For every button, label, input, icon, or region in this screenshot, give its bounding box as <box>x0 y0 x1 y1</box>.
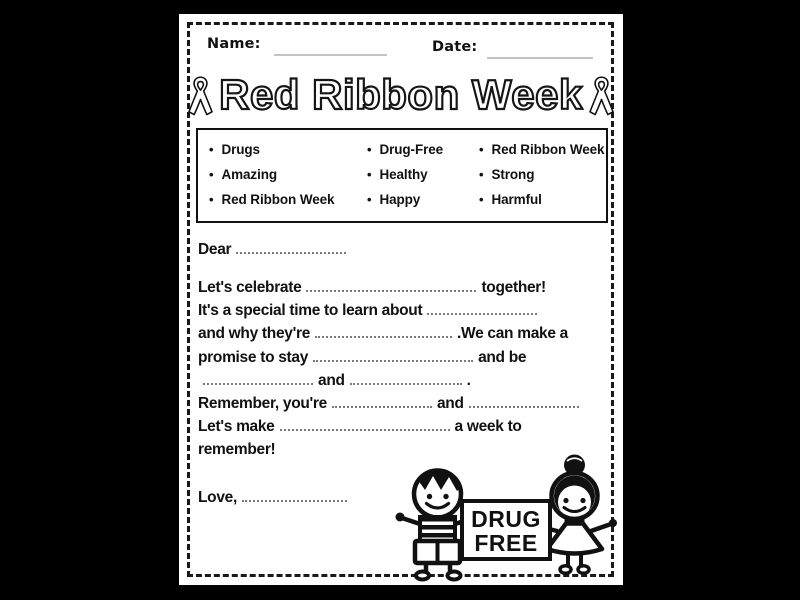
word-bank-column <box>367 143 479 221</box>
letter-text: Let's make <box>198 418 275 436</box>
fill-in-blank <box>236 240 346 254</box>
letter-line <box>198 392 613 415</box>
letter-line <box>198 346 613 369</box>
word-bank-item <box>367 168 479 182</box>
word-bank-item <box>209 143 367 157</box>
fill-in-blank <box>469 394 579 408</box>
bullet-icon: • <box>479 167 484 182</box>
bullet-icon: • <box>479 192 484 207</box>
letter-text: a week to <box>454 418 522 436</box>
bullet-icon: • <box>209 167 214 182</box>
letter-text: Love, <box>198 489 237 506</box>
title-row <box>179 67 623 123</box>
fill-in-blank <box>315 324 452 338</box>
word-bank-column <box>209 143 367 221</box>
name-write-line <box>274 54 387 56</box>
drug-free-sign <box>462 501 550 559</box>
word-bank-item <box>367 143 479 157</box>
letter-dear-line <box>198 238 613 261</box>
word-bank-item <box>209 168 367 182</box>
kids-drug-free-illustration <box>393 451 623 591</box>
fill-in-blank <box>332 394 432 408</box>
page-title: Red Ribbon Week <box>219 71 583 118</box>
fill-in-blank <box>242 488 347 502</box>
bullet-icon: • <box>209 192 214 207</box>
word-bank-word: Strong <box>491 167 535 182</box>
worksheet-page <box>179 14 623 585</box>
word-bank-item <box>209 193 367 207</box>
letter-text: together! <box>481 279 546 296</box>
word-bank-word: Red Ribbon Week <box>491 142 605 157</box>
word-bank-item <box>367 193 479 207</box>
fill-in-blank <box>350 371 462 385</box>
awareness-ribbon-icon <box>187 72 214 119</box>
letter-text: Let's celebrate <box>198 279 302 296</box>
girl-hand-icon <box>609 519 617 527</box>
letter-text: .We can make a <box>457 325 568 343</box>
letter-text: and why they're <box>198 325 311 343</box>
letter-text: . <box>466 371 471 389</box>
fill-in-blank <box>280 417 450 431</box>
word-bank-item <box>479 168 604 182</box>
date-write-line <box>487 57 593 59</box>
letter-text: and <box>436 395 464 413</box>
letter-text: and <box>318 371 345 389</box>
bullet-icon: • <box>367 167 372 182</box>
bullet-icon: • <box>209 142 214 157</box>
word-bank-word: Harmful <box>491 192 542 207</box>
fill-in-blank <box>427 301 537 315</box>
word-bank-word: Red Ribbon Week <box>221 192 335 207</box>
letter-line <box>198 415 613 438</box>
letter-text: Dear <box>198 241 232 258</box>
letter-text: remember! <box>198 441 276 459</box>
date-label: Date: <box>432 39 478 55</box>
word-bank-column <box>479 143 604 221</box>
letter-line <box>198 322 613 345</box>
fill-in-blank <box>306 278 476 292</box>
word-bank-item <box>479 143 604 157</box>
word-bank-word: Healthy <box>379 167 428 182</box>
boy-illustration <box>396 469 468 580</box>
name-label: Name: <box>207 36 261 52</box>
bullet-icon: • <box>367 142 372 157</box>
bullet-icon: • <box>367 192 372 207</box>
letter-line <box>198 276 613 299</box>
letter-body <box>198 276 613 462</box>
word-bank-word: Drugs <box>221 142 260 157</box>
letter-text: and be <box>478 348 527 366</box>
boy-hand-icon <box>396 513 405 522</box>
letter-line <box>198 299 613 322</box>
letter-text: promise to stay <box>198 348 309 366</box>
word-bank-word: Drug-Free <box>379 142 444 157</box>
word-bank-word: Happy <box>379 192 421 207</box>
letter-text: Remember, you're <box>198 395 327 413</box>
awareness-ribbon-icon <box>588 72 615 119</box>
letter-text: It's a special time to learn about <box>198 302 423 320</box>
fill-in-blank <box>203 371 313 385</box>
fill-in-blank <box>313 348 473 362</box>
word-bank-box <box>196 128 608 223</box>
word-bank-word: Amazing <box>221 167 278 182</box>
letter-line <box>198 369 613 392</box>
sign-line-1: DRUG <box>471 506 541 532</box>
word-bank-item <box>479 193 604 207</box>
bullet-icon: • <box>479 142 484 157</box>
girl-illustration <box>547 455 617 574</box>
sign-line-2: FREE <box>474 530 538 556</box>
